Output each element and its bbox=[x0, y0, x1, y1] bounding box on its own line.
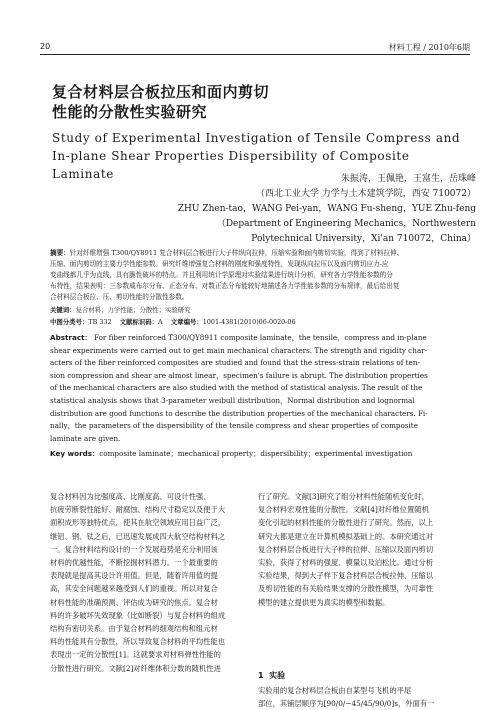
keywords-chinese bbox=[50, 305, 470, 316]
body-line: 复合材料因为比强度高、比刚度高、可设计性强、 bbox=[50, 492, 211, 501]
author-names-cn: 朱振涛，王佩艳，王富生，岳珠峰 bbox=[340, 174, 476, 184]
body-line: 变化引起的材料性能的分散性进行了研究。然而，以上 bbox=[258, 518, 434, 528]
clc-label: 中图分类号： bbox=[50, 318, 89, 326]
doc-code-label: 文献标识码： bbox=[119, 318, 159, 326]
section-heading bbox=[258, 670, 285, 681]
body-line: 复合材料宏观性能的分散性。文献[4]对纤维位置随机 bbox=[258, 505, 429, 515]
abstract-en-line: nally，the parameters of the dispersibility of the tensile compress and shear properties of composite bbox=[50, 421, 418, 431]
body-line: 实验结果，得到大子样下复合材料层合板拉伸、压缩以 bbox=[258, 571, 434, 581]
affiliation-en-line2: Polytechnical University，Xi'an 710072，China） bbox=[251, 234, 476, 244]
body-left-column bbox=[50, 490, 256, 675]
body-line: 结构有密切关系。由于复合材料的细观结构和组元材 bbox=[50, 624, 218, 634]
body-line: 复合材料层合板进行大子样的拉伸、压缩以及面内剪切 bbox=[258, 544, 434, 554]
body-line: 一。复合材料结构设计的一个发展趋势是充分利用该 bbox=[50, 544, 218, 554]
body-line: 材料的优越性能，不断挖掘材料潜力。一个最重要的 bbox=[50, 558, 218, 568]
abstract-cn-line: 针对纤维增强 T300/QY8911 复合材料层合板进行大子样纵向拉伸、压缩实验和面内剪切实验，得到了材料拉伸、 bbox=[69, 249, 404, 257]
abstract-cn-line: 布特性，结果表明：三参数威布尔分布、正态分布、对数正态分布能较好地描述各力学性能参数的分布规律，最后给出复 bbox=[50, 282, 400, 291]
abstract-en-line: laminate are given. bbox=[50, 433, 121, 443]
body-line: 行了研究。文献[3]研究了组分材料性能随机变化时， bbox=[258, 492, 429, 501]
header-rule bbox=[40, 54, 470, 55]
title-en-line2: In-plane Shear Properties Dispersibility of Composite Laminate bbox=[52, 149, 410, 181]
body-line: 继铝、钢、钛之后，已迅速发展成四大航空结构材料之 bbox=[50, 531, 226, 541]
body-line: 分散性进行研究。文献[2]对纤维体积分数的随机性进 bbox=[50, 663, 221, 673]
body-line: 模型的建立提供更为真实的模型和数据。 bbox=[258, 597, 390, 607]
classification-line bbox=[50, 317, 470, 328]
running-header bbox=[40, 40, 470, 54]
body-line: 料的许多破坏失效现象（比如断裂）与复合材料的组成 bbox=[50, 610, 226, 620]
body-line: 表现出一定的分散性[1]。这就要求对材料弹性性能的 bbox=[50, 650, 221, 660]
abstract-en-label: Abstract： bbox=[50, 333, 92, 342]
keywords-english bbox=[50, 448, 468, 461]
body-line: 及剪切性能的有关验结果支撑的分散性模型，为可靠性 bbox=[258, 584, 434, 594]
keywords-en-text: composite laminate；mechanical property；dispersibility；experimental investigation bbox=[99, 449, 413, 458]
keywords-cn-text: 复合材料；力学性能；分散性；实验研究 bbox=[75, 306, 191, 314]
section-title: 实验 bbox=[269, 671, 286, 680]
body-right-column bbox=[258, 490, 464, 609]
body-line: 表现就是提高其设计许用值。但是，随着许用值的提 bbox=[50, 571, 218, 581]
journal-name: 材料工程 / 2010年6期 bbox=[388, 43, 470, 52]
article-number-value: 1001-4381(2010)06-0020-06 bbox=[202, 318, 296, 326]
body-line: 部位，其铺层顺序为[90/0/−45/45/90/0]s，外面有一 bbox=[258, 699, 435, 709]
body-line: 抗疲劳断裂性能好、耐腐蚀、结构尺寸稳定以及便于大 bbox=[50, 505, 226, 515]
title-chinese bbox=[52, 82, 472, 122]
article-number-label: 文章编号： bbox=[170, 318, 203, 326]
body-line: 研究大都是建立在计算机模拟基础上的。本研究通过对 bbox=[258, 531, 434, 541]
title-cn-line1: 复合材料层合板拉压和面内剪切 bbox=[52, 83, 270, 101]
body-line: 料的性能具有分散性，所以导致复合材料的平均性能也 bbox=[50, 637, 226, 647]
affiliation-en-line1: （Department of Engineering Mechanics，Northwestern bbox=[216, 219, 476, 229]
abstract-chinese bbox=[50, 248, 470, 303]
body-right-after-section bbox=[258, 684, 464, 710]
keywords-en-label: Key words： bbox=[50, 449, 100, 458]
page-number: 20 bbox=[40, 42, 51, 51]
abstract-cn-line: 合材料层合板拉、压、剪切性能的分散性参数。 bbox=[50, 293, 189, 302]
doc-code-value: A bbox=[158, 318, 163, 326]
title-en-line1: Study of Experimental Investigation of Tensile Compress and bbox=[52, 131, 461, 145]
abstract-cn-line: 压缩、面内剪切的主要力学性能参数。研究纤维增强复合材料的刚度和强度特性，发现纵向拉压以及面内剪切应力-应 bbox=[50, 260, 389, 269]
body-line: 材料性能的准确预测、评估成为研究的焦点。复合材 bbox=[50, 597, 218, 607]
abstract-en-line: shear experiments were carried out to get main mechanical characters. The strength and rigidity char- bbox=[50, 345, 427, 355]
abstract-en-line: sion compression and shear are almost linear，specimen's failure is abrupt. The distribution properties bbox=[50, 370, 428, 380]
abstract-english bbox=[50, 332, 468, 445]
clc-value: TB 332 bbox=[88, 318, 112, 326]
abstract-cn-line: 变曲线都几乎为直线，具有脆性破坏的特点。并且利用统计学原理对实验结果进行统计分析，研究各力学性能参数的分 bbox=[50, 271, 393, 280]
abstract-cn-label: 摘要： bbox=[50, 249, 70, 257]
abstract-en-line: distribution are good functions to describe the distribution properties of the mechanical characters. Fi- bbox=[50, 408, 428, 418]
keywords-cn-label: 关键词： bbox=[50, 306, 76, 314]
author-names-en: ZHU Zhen-tao，WANG Pei-yan，WANG Fu-sheng，YUE Zhu-feng bbox=[177, 204, 476, 214]
body-line: 实验，获得了材料的强度、模量以及泊松比。通过分析 bbox=[258, 558, 434, 568]
section-number: 1 bbox=[258, 671, 264, 680]
abstract-en-line: For fiber reinforced T300/QY8911 composite laminate，the tensile，compress and in-plane bbox=[94, 333, 427, 342]
author-block bbox=[76, 172, 476, 247]
body-line: 高，其安全问题越来越受到人们的重视。所以对复合 bbox=[50, 584, 218, 594]
abstract-en-line: acters of the fiber reinforced composites are studied and found that the stress-strain relations of ten- bbox=[50, 358, 420, 368]
body-line: 实验用的复合材料层合板由自某型号飞机的平尾 bbox=[258, 686, 412, 695]
body-line: 面积成形等独特优点，使其在航空领域应用日益广泛， bbox=[50, 518, 226, 528]
affiliation-cn: （西北工业大学 力学与土木建筑学院，西安 710072） bbox=[255, 189, 476, 199]
title-cn-line2: 性能的分散性实验研究 bbox=[52, 103, 208, 121]
abstract-en-line: of the mechanical characters are also studied with the method of statistical analysis. The result of the bbox=[50, 383, 423, 393]
abstract-en-line: statistical analysis shows that 3-parameter weibull distribution，Normal distribution and lognormal bbox=[50, 395, 415, 405]
